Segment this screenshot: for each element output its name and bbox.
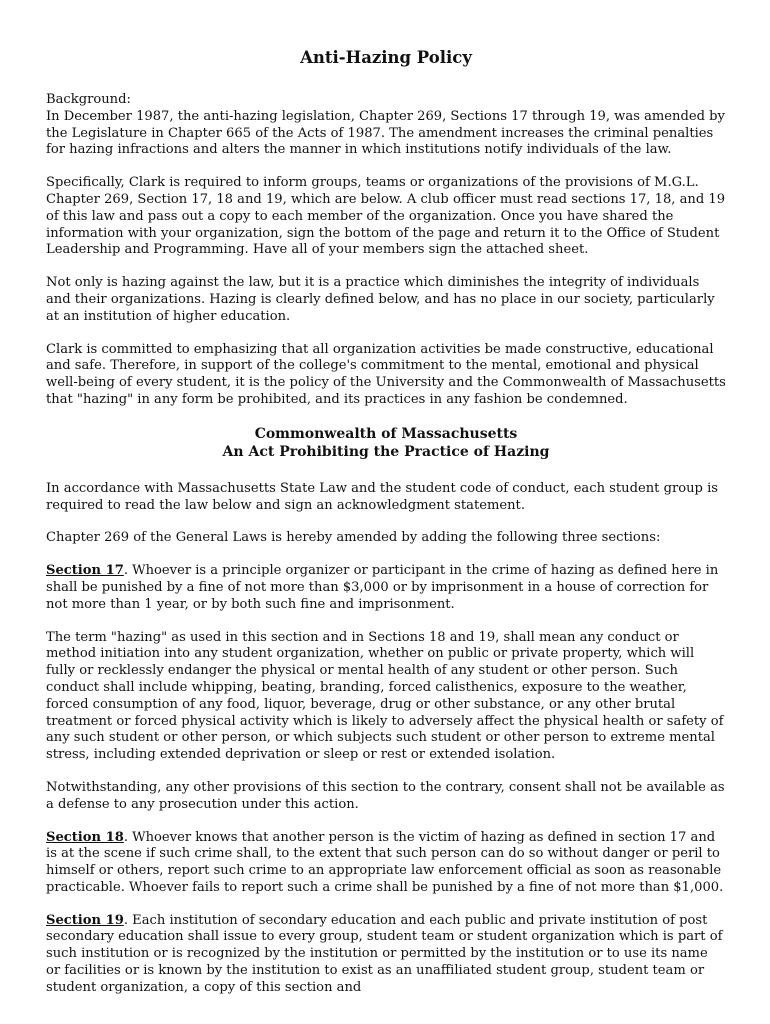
section-17-paragraph [46, 563, 726, 613]
notification-paragraph: Specifically, Clark is required to inform groups, teams or organizations of the provisions of M.G.L. Chapter 269, Section 17, 18 and 19, which are below. A club officer must read sections 17, 18, and 19 of this law and pass out a copy to each member of the organization. Once you have shared the information with your organization, sign the bottom of the page and return it to the Office of Student Leadership and Programming. Have all of your members sign the attached sheet. [46, 175, 726, 258]
act-heading [46, 425, 726, 461]
chapter-paragraph: Chapter 269 of the General Laws is hereby amended by adding the following three sections: [46, 530, 661, 546]
section-18-text: . Whoever knows that another person is the victim of hazing as defined in section 17 and is at the scene if such crime shall, to the extent that such person can do so without danger or peril to himself or others, report such crime to an appropriate law enforcement official as soon as reasonable practicable. Whoever fails to report such a crime shall be punished by a fine of not more than $1,000. [46, 829, 724, 895]
background-label: Background: [46, 92, 131, 107]
act-heading-line-2: An Act Prohibiting the Practice of Hazing [222, 443, 550, 460]
accordance-paragraph: In accordance with Massachusetts State Law and the student code of conduct, each student group is required to read the law below and sign an acknowledgment statement. [46, 480, 718, 513]
section-18-paragraph [46, 830, 726, 897]
section-17-label: Section 17 [46, 563, 124, 579]
section-19-paragraph [46, 913, 726, 997]
integrity-paragraph: Not only is hazing against the law, but it is a practice which diminishes the integrity of individuals and their organizations. Hazing is clearly defined below, and has no place in our society, particularly at an institution of higher education. [46, 275, 715, 324]
page-title: Anti-Hazing Policy [300, 48, 472, 67]
background-paragraph [46, 92, 726, 159]
section-19-text: . Each institution of secondary education and each public and private institution of post secondary education shall issue to every group, student team or student organization which is part of such institution or is recognized by the institution or permitted by the institution or to use its name or facilities or is known by the institution to exist as an unaffiliated student group, student team or student organization, a copy of this section and [46, 912, 723, 995]
section-18-label: Section 18 [46, 829, 124, 845]
policy-paragraph: Clark is committed to emphasizing that all organization activities be made constructive, educational and safe. Therefore, in support of the college's commitment to the mental, emotional and physical well-being of every student, it is the policy of the University and the Commonwealth of Massachusetts that "hazing" in any form be prohibited, and its practices in any fashion be condemned. [46, 341, 726, 407]
section-19-label: Section 19 [46, 912, 124, 928]
act-heading-line-1: Commonwealth of Massachusetts [254, 425, 518, 442]
consent-paragraph: Notwithstanding, any other provisions of this section to the contrary, consent shall not be available as a defense to any prosecution under this action. [46, 779, 725, 812]
background-text: In December 1987, the anti-hazing legislation, Chapter 269, Sections 17 through 19, was amended by the Legislature in Chapter 665 of the Acts of 1987. The amendment increases the criminal penalties for hazing infractions and alters the manner in which institutions notify individuals of the law. [46, 108, 725, 158]
section-17-text: . Whoever is a principle organizer or participant in the crime of hazing as defined here in shall be punished by a fine of not more than $3,000 or by imprisonment in a house of correction for not more than 1 year, or by both such fine and imprisonment. [46, 563, 719, 612]
hazing-definition-paragraph: The term "hazing" as used in this section and in Sections 18 and 19, shall mean any conduct or method initiation into any student organization, whether on public or private property, which will fully or recklessly endanger the physical or mental health of any student or other person. Such conduct shall include whipping, beating, branding, forced calisthenics, exposure to the weather, forced consumption of any food, liquor, beverage, drug or other substance, or any other brutal treatment or forced physical activity which is likely to adversely affect the physical health or safety of any such student or other person, or which subjects such student or other person to extreme mental stress, including extended deprivation or sleep or rest or extended isolation. [46, 629, 724, 763]
